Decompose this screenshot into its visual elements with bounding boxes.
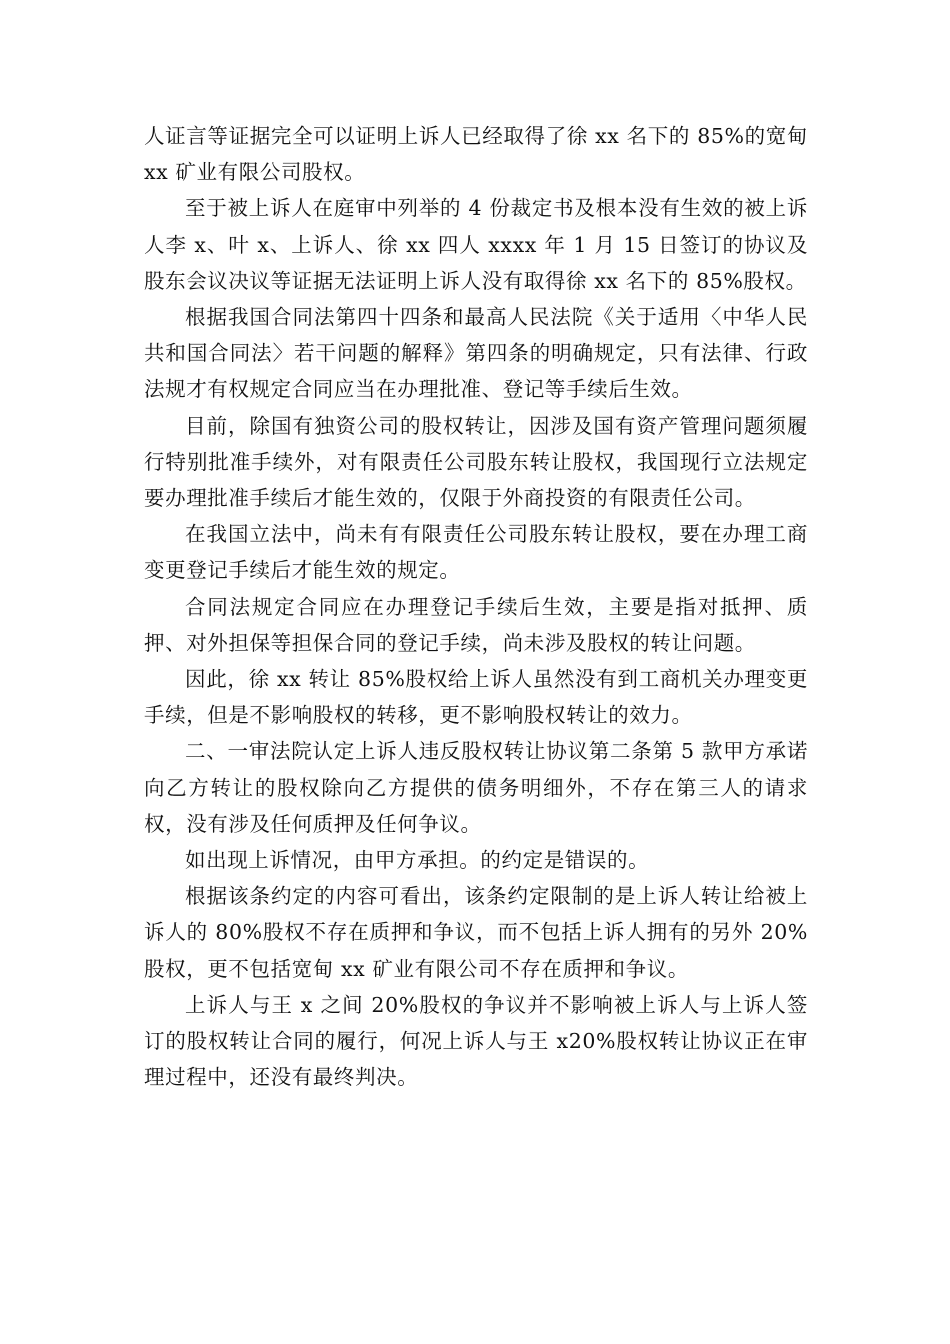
- paragraph: 根据该条约定的内容可看出，该条约定限制的是上诉人转让给被上诉人的 80%股权不存在质押和争议，而不包括上诉人拥有的另外 20%股权，更不包括宽甸 xx 矿业有限公司不存在质押和争议。: [144, 884, 808, 981]
- document-body: [144, 118, 808, 1095]
- paragraph: 因此，徐 xx 转让 85%股权给上诉人虽然没有到工商机关办理变更手续，但是不影响股权的转移，更不影响股权转让的效力。: [144, 667, 808, 728]
- paragraph: 至于被上诉人在庭审中列举的 4 份裁定书及根本没有生效的被上诉人李 x、叶 x、上诉人、徐 xx 四人 xxxx 年 1 月 15 日签订的协议及股东会议决议等证据无法证明上诉人没有取得徐 xx 名下的 85%股权。: [144, 196, 808, 293]
- paragraph: 根据我国合同法第四十四条和最高人民法院《关于适用〈中华人民共和国合同法〉若干问题的解释》第四条的明确规定，只有法律、行政法规才有权规定合同应当在办理批准、登记等手续后生效。: [144, 305, 808, 402]
- paragraph-continued: 人证言等证据完全可以证明上诉人已经取得了徐 xx 名下的 85%的宽甸 xx 矿业有限公司股权。: [144, 124, 808, 185]
- paragraph: 目前，除国有独资公司的股权转让，因涉及国有资产管理问题须履行特别批准手续外，对有限责任公司股东转让股权，我国现行立法规定要办理批准手续后才能生效的，仅限于外商投资的有限责任公司。: [144, 413, 808, 511]
- paragraph: 在我国立法中，尚未有有限责任公司股东转让股权，要在办理工商变更登记手续后才能生效的规定。: [144, 522, 808, 583]
- paragraph: 二、一审法院认定上诉人违反股权转让协议第二条第 5 款甲方承诺向乙方转让的股权除向乙方提供的债务明细外，不存在第三人的请求权，没有涉及任何质押及任何争议。: [144, 739, 808, 836]
- paragraph: 如出现上诉情况，由甲方承担。的约定是错误的。: [185, 848, 650, 873]
- paragraph: 合同法规定合同应在办理登记手续后生效，主要是指对抵押、质押、对外担保等担保合同的登记手续，尚未涉及股权的转让问题。: [144, 594, 808, 655]
- paragraph: 上诉人与王 x 之间 20%股权的争议并不影响被上诉人与上诉人签订的股权转让合同的履行，何况上诉人与王 x20%股权转让协议正在审理过程中，还没有最终判决。: [144, 992, 808, 1090]
